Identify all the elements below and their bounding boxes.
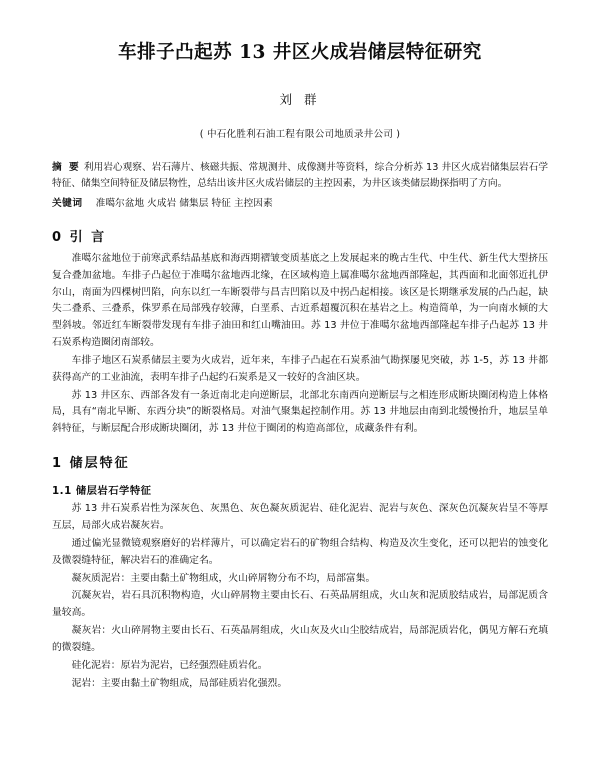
abstract-text: 利用岩心观察、岩石薄片、核磁共振、常规测井、成像测井等资料，综合分析苏 13 井区火成岩储集层岩石学特征、储集空间特征及储层物性，总结出该井区火成岩储层的主控因素，为井区该类储层勘探指明了方向。 [52,161,549,189]
subsection-title-1-1: 储层岩石学特征 [75,485,152,498]
section-heading-0 [52,226,548,245]
section-title-0: 引 言 [69,229,107,245]
page-title: 车排子凸起苏 13 井区火成岩储层特征研究 [118,42,482,63]
paragraph: 准噶尔盆地位于前寒武系结晶基底和海西期褶皱变质基底之上发展起来的晚古生代、中生代、新生代大型挤压复合叠加盆地。车排子凸起位于准噶尔盆地西北缘，在区域构造上属准噶尔盆地西部隆起，其西面和北面邻近扎伊尔山，南面为四棵树凹陷，向东以红一车断裂带与昌吉凹陷以及中拐凸起相接。该区是长期继承发展的凸凸起，缺失二叠系、三叠系，侏罗系在局部残存较薄，白垩系、古近系超覆沉积在基岩之上。构造简单，为一向南水倾的大型斜坡。邻近红车断裂带发现有车排子油田和红山嘴油田。苏 13 井位于准噶尔盆地西部隆起车排子凸起苏 13 井石炭系构造圈闭南部较。 [52,252,548,349]
section-number-0: 0 [52,229,64,245]
abstract-label: 摘 要 [52,161,81,173]
subsection-heading-1-1 [52,482,548,497]
section-heading-1 [52,452,548,471]
keywords-text: 准噶尔盆地 火成岩 储集层 特征 主控因素 [95,198,273,210]
keywords-block [52,196,548,212]
abstract-block [52,160,548,191]
section-number-1: 1 [52,456,64,472]
paragraph: 硅化泥岩：原岩为泥岩，已经强烈硅质岩化。 [71,659,268,671]
paragraph: 泥岩：主要由黏土矿物组成，局部硅质岩化强烈。 [71,677,288,689]
paragraph: 车排子地区石炭系储层主要为火成岩，近年来，车排子凸起在石炭系油气勘探屡见突破，苏 1-5，苏 13 井都获得高产的工业油流，表明车排子凸起约石炭系是又一较好的含油区块。 [52,354,548,383]
section-title-1: 储层特征 [69,456,130,472]
author-affiliation: ( 中石化胜利石油工程有限公司地质录井公司 ) [199,128,401,140]
paragraph: 凝灰岩：火山碎屑物主要由长石、石英晶屑组成，火山灰及火山尘胶结成岩，局部泥质岩化，偶见方解石充填的微裂缝。 [52,625,548,653]
paragraph: 苏 13 井石炭系岩性为深灰色、灰黑色、灰色凝灰质泥岩、硅化泥岩、泥岩与灰色、深灰色沉凝灰岩呈不等厚互层，局部火成岩凝灰岩。 [52,503,548,531]
author-name: 刘 群 [279,91,321,107]
keywords-label: 关键词 [52,198,83,210]
paragraph: 沉凝灰岩，岩石具沉积物构造，火山碎屑物主要由长石、石英晶屑组成，火山灰和泥质胶结成岩，局部泥质含量较高。 [52,590,548,619]
paragraph: 凝灰质泥岩：主要由黏土矿物组成，火山碎屑物分布不均，局部富集。 [71,572,376,584]
subsection-number-1-1: 1.1 [52,485,72,498]
paragraph: 苏 13 井区东、西部各发有一条近南北走向逆断层，北部北东南西向逆断层与之相连形成断块圈闭构造上体格局，具有“南北早断、东西分块”的断裂格局。对油气聚集起控制作用。苏 13 井地层由南到北缓慢抬升，地层呈单斜特征，与断层配合形成断块圈闭，苏 13 井位于圈闭的构造高部位，成藏条件有利。 [52,389,548,435]
paragraph: 通过偏光显微镜观察磨好的岩样薄片，可以确定岩石的矿物组合结构、构造及次生变化，还可以把岩的蚀变化及微裂缝特征，解决岩石的准确定名。 [52,537,548,566]
